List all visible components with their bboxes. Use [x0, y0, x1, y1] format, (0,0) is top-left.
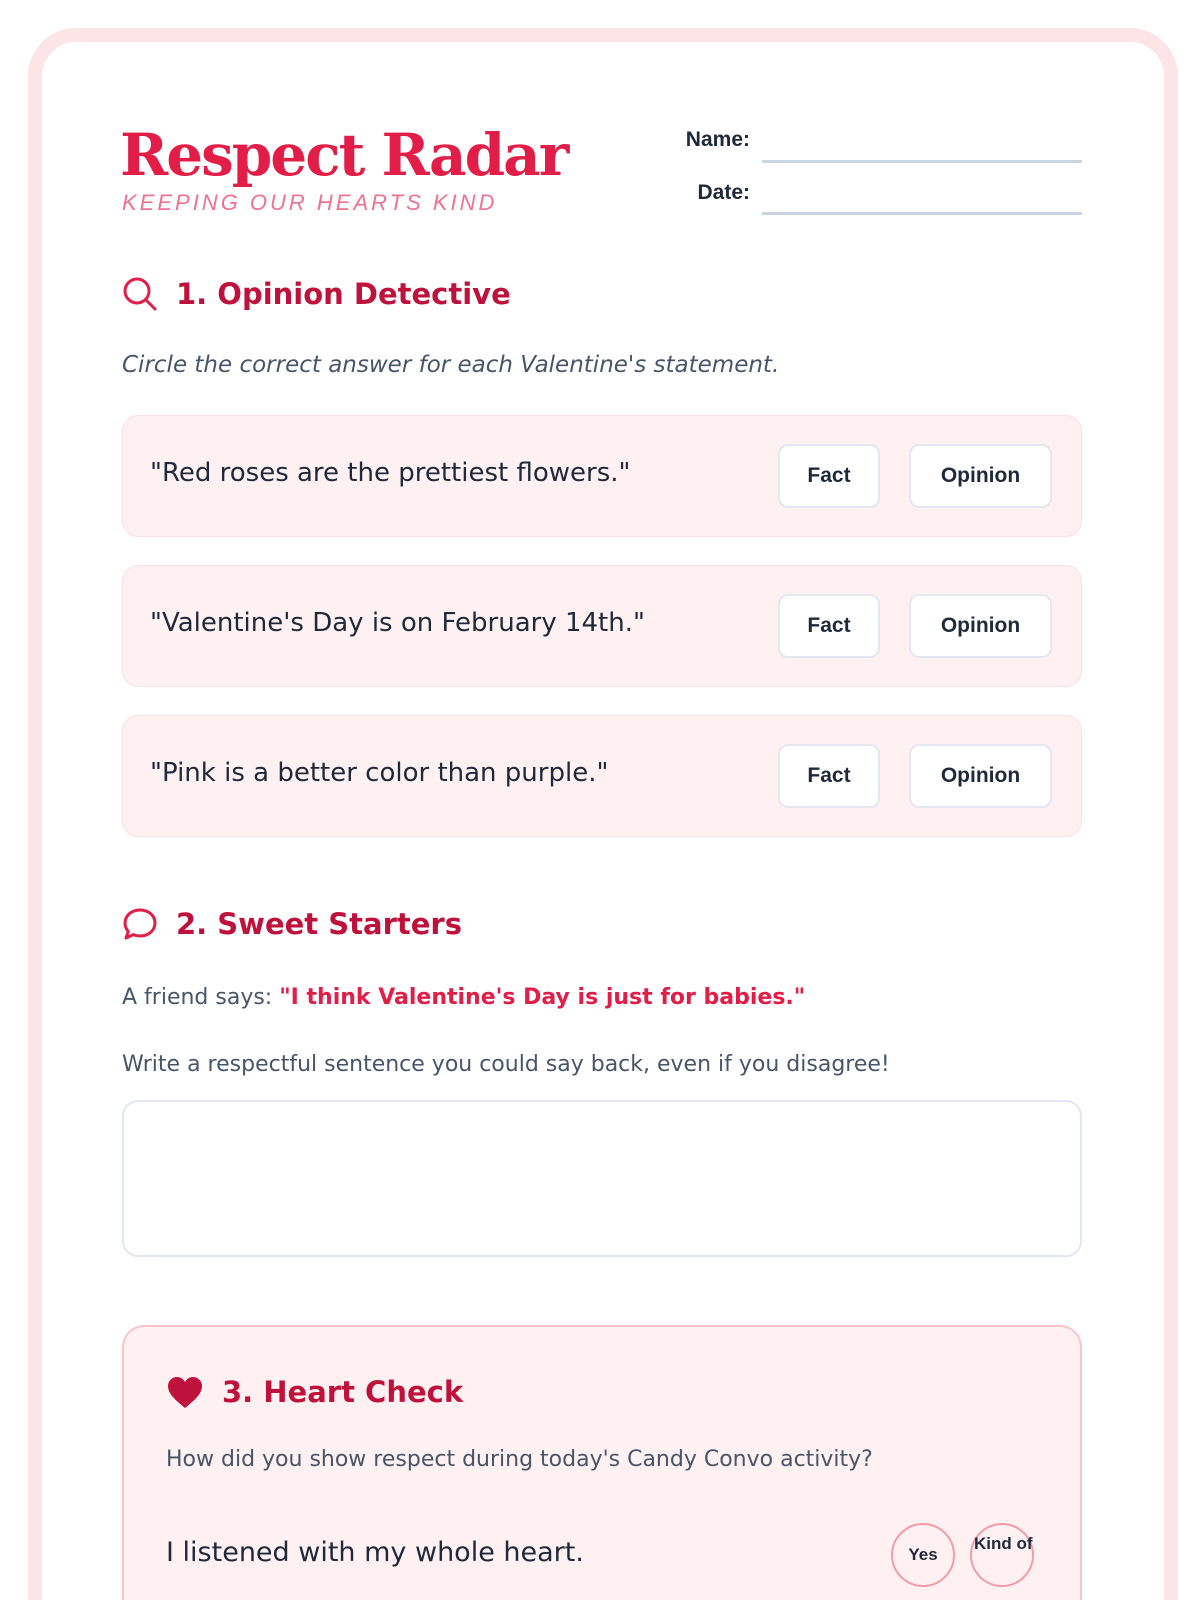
opinion-choice[interactable]: Opinion: [909, 594, 1052, 658]
section-instruction: Circle the correct answer for each Valentine's statement.: [122, 352, 780, 378]
statement-text: "Valentine's Day is on February 14th.": [150, 608, 645, 638]
friend-says: [122, 985, 805, 1010]
section-sweet-starters-heading: [122, 906, 462, 942]
section-heading-text: 1. Opinion Detective: [176, 277, 511, 311]
page-subtitle: KEEPING OUR HEARTS KIND: [122, 190, 498, 215]
response-prompt: Write a respectful sentence you could say back, even if you disagree!: [122, 1052, 890, 1077]
yes-bubble[interactable]: Yes: [891, 1523, 955, 1587]
fact-choice[interactable]: Fact: [778, 444, 880, 508]
statement-card: [122, 415, 1082, 537]
page-title: Respect Radar: [120, 121, 568, 189]
statement-card: [122, 565, 1082, 687]
heart-check-card: [122, 1325, 1082, 1600]
heart-check-statement: I listened with my whole heart.: [166, 1537, 584, 1568]
section-opinion-detective-heading: [122, 276, 511, 312]
heart-icon: [166, 1375, 204, 1409]
name-field[interactable]: [762, 160, 1082, 163]
speech-bubble-icon: [122, 906, 158, 942]
friend-quote: "I think Valentine's Day is just for babies.": [279, 985, 806, 1010]
search-icon: [122, 276, 158, 312]
kind-of-label: Kind of: [974, 1534, 1033, 1553]
name-label: Name:: [685, 128, 750, 151]
statement-card: [122, 715, 1082, 837]
statement-text: "Pink is a better color than purple.": [150, 758, 609, 788]
friend-prefix: A friend says:: [122, 985, 273, 1010]
date-field[interactable]: [762, 212, 1082, 215]
fact-choice[interactable]: Fact: [778, 744, 880, 808]
section-heading-text: 2. Sweet Starters: [176, 907, 462, 941]
section-heart-check-heading: [166, 1375, 463, 1409]
section-heading-text: 3. Heart Check: [222, 1375, 464, 1409]
statement-text: "Red roses are the prettiest flowers.": [150, 458, 631, 488]
heart-check-question: How did you show respect during today's Candy Convo activity?: [166, 1447, 873, 1472]
opinion-choice[interactable]: Opinion: [909, 444, 1052, 508]
kind-of-bubble[interactable]: [970, 1523, 1034, 1587]
date-label: Date:: [697, 181, 750, 204]
fact-choice[interactable]: Fact: [778, 594, 880, 658]
opinion-choice[interactable]: Opinion: [909, 744, 1052, 808]
response-answer-box[interactable]: [122, 1100, 1082, 1257]
